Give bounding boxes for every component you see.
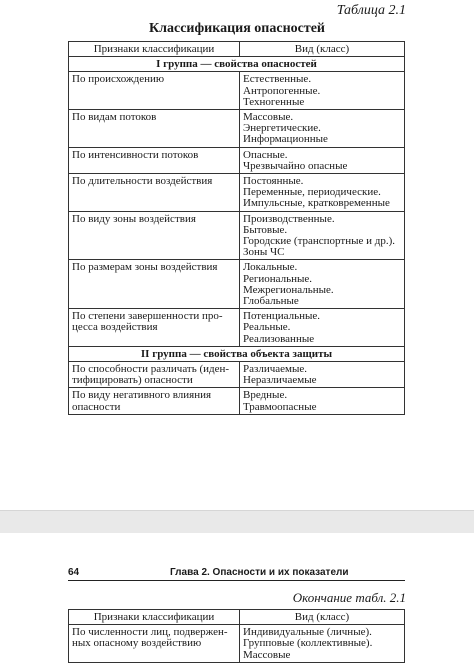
page-bottom <box>0 533 474 670</box>
sign-cell <box>69 110 240 148</box>
kind-cell <box>240 72 405 110</box>
cell-line: Групповые (коллективные). <box>243 637 373 650</box>
page-number: 64 <box>68 567 80 578</box>
table-row <box>69 72 405 110</box>
continuation-table <box>68 609 405 663</box>
cell-line: Реальные. <box>243 321 291 334</box>
table-row <box>69 147 405 173</box>
cell-line: Межрегиональные. <box>243 283 334 296</box>
sign-cell <box>69 309 240 347</box>
sign-cell <box>69 625 240 663</box>
sign-cell <box>69 211 240 260</box>
cell-line: По степени завершенности про- <box>72 310 223 323</box>
cell-line: По длительности воздействия <box>72 175 213 188</box>
cell-line: Антропогенные. <box>243 84 321 97</box>
kind-cell <box>240 260 405 309</box>
header-sign: Признаки классификации <box>69 610 240 625</box>
table-body <box>69 610 405 663</box>
header-sign: Признаки классификации <box>69 42 240 57</box>
kind-cell <box>240 388 405 414</box>
cell-line: Различаемые. <box>243 363 308 376</box>
group-heading: II группа — свойства объекта защиты <box>69 346 405 361</box>
table-row <box>69 211 405 260</box>
kind-cell <box>240 211 405 260</box>
running-head <box>68 567 405 581</box>
group-row <box>69 57 405 72</box>
table-row <box>69 362 405 388</box>
cell-line: Глобальные <box>243 295 299 308</box>
cell-line: Бытовые. <box>243 223 288 236</box>
cell-line: По происхождению <box>72 73 165 86</box>
cell-line: Энергетические. <box>243 122 321 135</box>
cell-line: Постоянные. <box>243 175 304 188</box>
cell-line: Региональные. <box>243 272 313 285</box>
kind-cell <box>240 110 405 148</box>
group-row <box>69 346 405 361</box>
cell-line: Вредные. <box>243 389 288 402</box>
cell-line: Массовые. <box>243 111 294 124</box>
table-row <box>69 388 405 414</box>
cell-line: Производственные. <box>243 212 335 225</box>
table-row <box>69 309 405 347</box>
cell-line: Городские (транспортные и др.). <box>243 235 396 248</box>
cell-line: опасности <box>72 400 121 413</box>
cell-line: По виду негативного влияния <box>72 389 212 402</box>
cell-line: По интенсивности потоков <box>72 148 199 161</box>
cell-line: Локальные. <box>243 261 298 274</box>
continuation-label: Окончание табл. 2.1 <box>292 590 406 605</box>
sign-cell <box>69 362 240 388</box>
kind-cell <box>240 625 405 663</box>
cell-line: Импульсные, кратковременные <box>243 197 390 210</box>
table-row <box>69 260 405 309</box>
chapter-title: Глава 2. Опасности и их показатели <box>170 567 349 578</box>
cell-line: Зоны ЧС <box>243 246 285 259</box>
cell-line: По способности различать (иден- <box>72 363 230 376</box>
table-title: Классификация опасностей <box>148 21 326 36</box>
group-heading: I группа — свойства опасностей <box>69 57 405 72</box>
header-kind: Вид (класс) <box>240 42 405 57</box>
sign-cell <box>69 388 240 414</box>
header-kind: Вид (класс) <box>240 610 405 625</box>
sign-cell <box>69 72 240 110</box>
cell-line: цесса воздействия <box>72 321 158 334</box>
table-row <box>69 110 405 148</box>
cell-line: Чрезвычайно опасные <box>243 159 348 172</box>
table-body <box>69 42 405 415</box>
table-row <box>69 625 405 663</box>
table-label: Таблица 2.1 <box>336 3 406 18</box>
sign-cell <box>69 147 240 173</box>
page-gap <box>0 510 474 534</box>
cell-line: Информационные <box>243 133 328 146</box>
table-row <box>69 174 405 212</box>
cell-line: ных опасному воздействию <box>72 637 202 650</box>
cell-line: Неразличаемые <box>243 374 317 387</box>
cell-line: Индивидуальные (личные). <box>243 626 372 639</box>
cell-line: По размерам зоны воздействия <box>72 261 218 274</box>
kind-cell <box>240 362 405 388</box>
cell-line: Естественные. <box>243 73 312 86</box>
cell-line: Потенциальные. <box>243 310 321 323</box>
kind-cell <box>240 309 405 347</box>
cell-line: По видам потоков <box>72 111 157 124</box>
cell-line: тифицировать) опасности <box>72 374 193 387</box>
kind-cell <box>240 147 405 173</box>
cell-line: Техногенные <box>243 95 305 108</box>
cell-line: Травмоопасные <box>243 400 317 413</box>
sign-cell <box>69 260 240 309</box>
classification-table <box>68 41 405 415</box>
kind-cell <box>240 174 405 212</box>
cell-line: По виду зоны воздействия <box>72 212 196 225</box>
cell-line: Реализованные <box>243 332 315 345</box>
header-row <box>69 42 405 57</box>
cell-line: Опасные. <box>243 148 288 161</box>
cell-line: Массовые <box>243 648 291 661</box>
cell-line: По численности лиц, подвержен- <box>72 626 228 639</box>
header-row <box>69 610 405 625</box>
sign-cell <box>69 174 240 212</box>
cell-line: Переменные, периодические. <box>243 186 381 199</box>
